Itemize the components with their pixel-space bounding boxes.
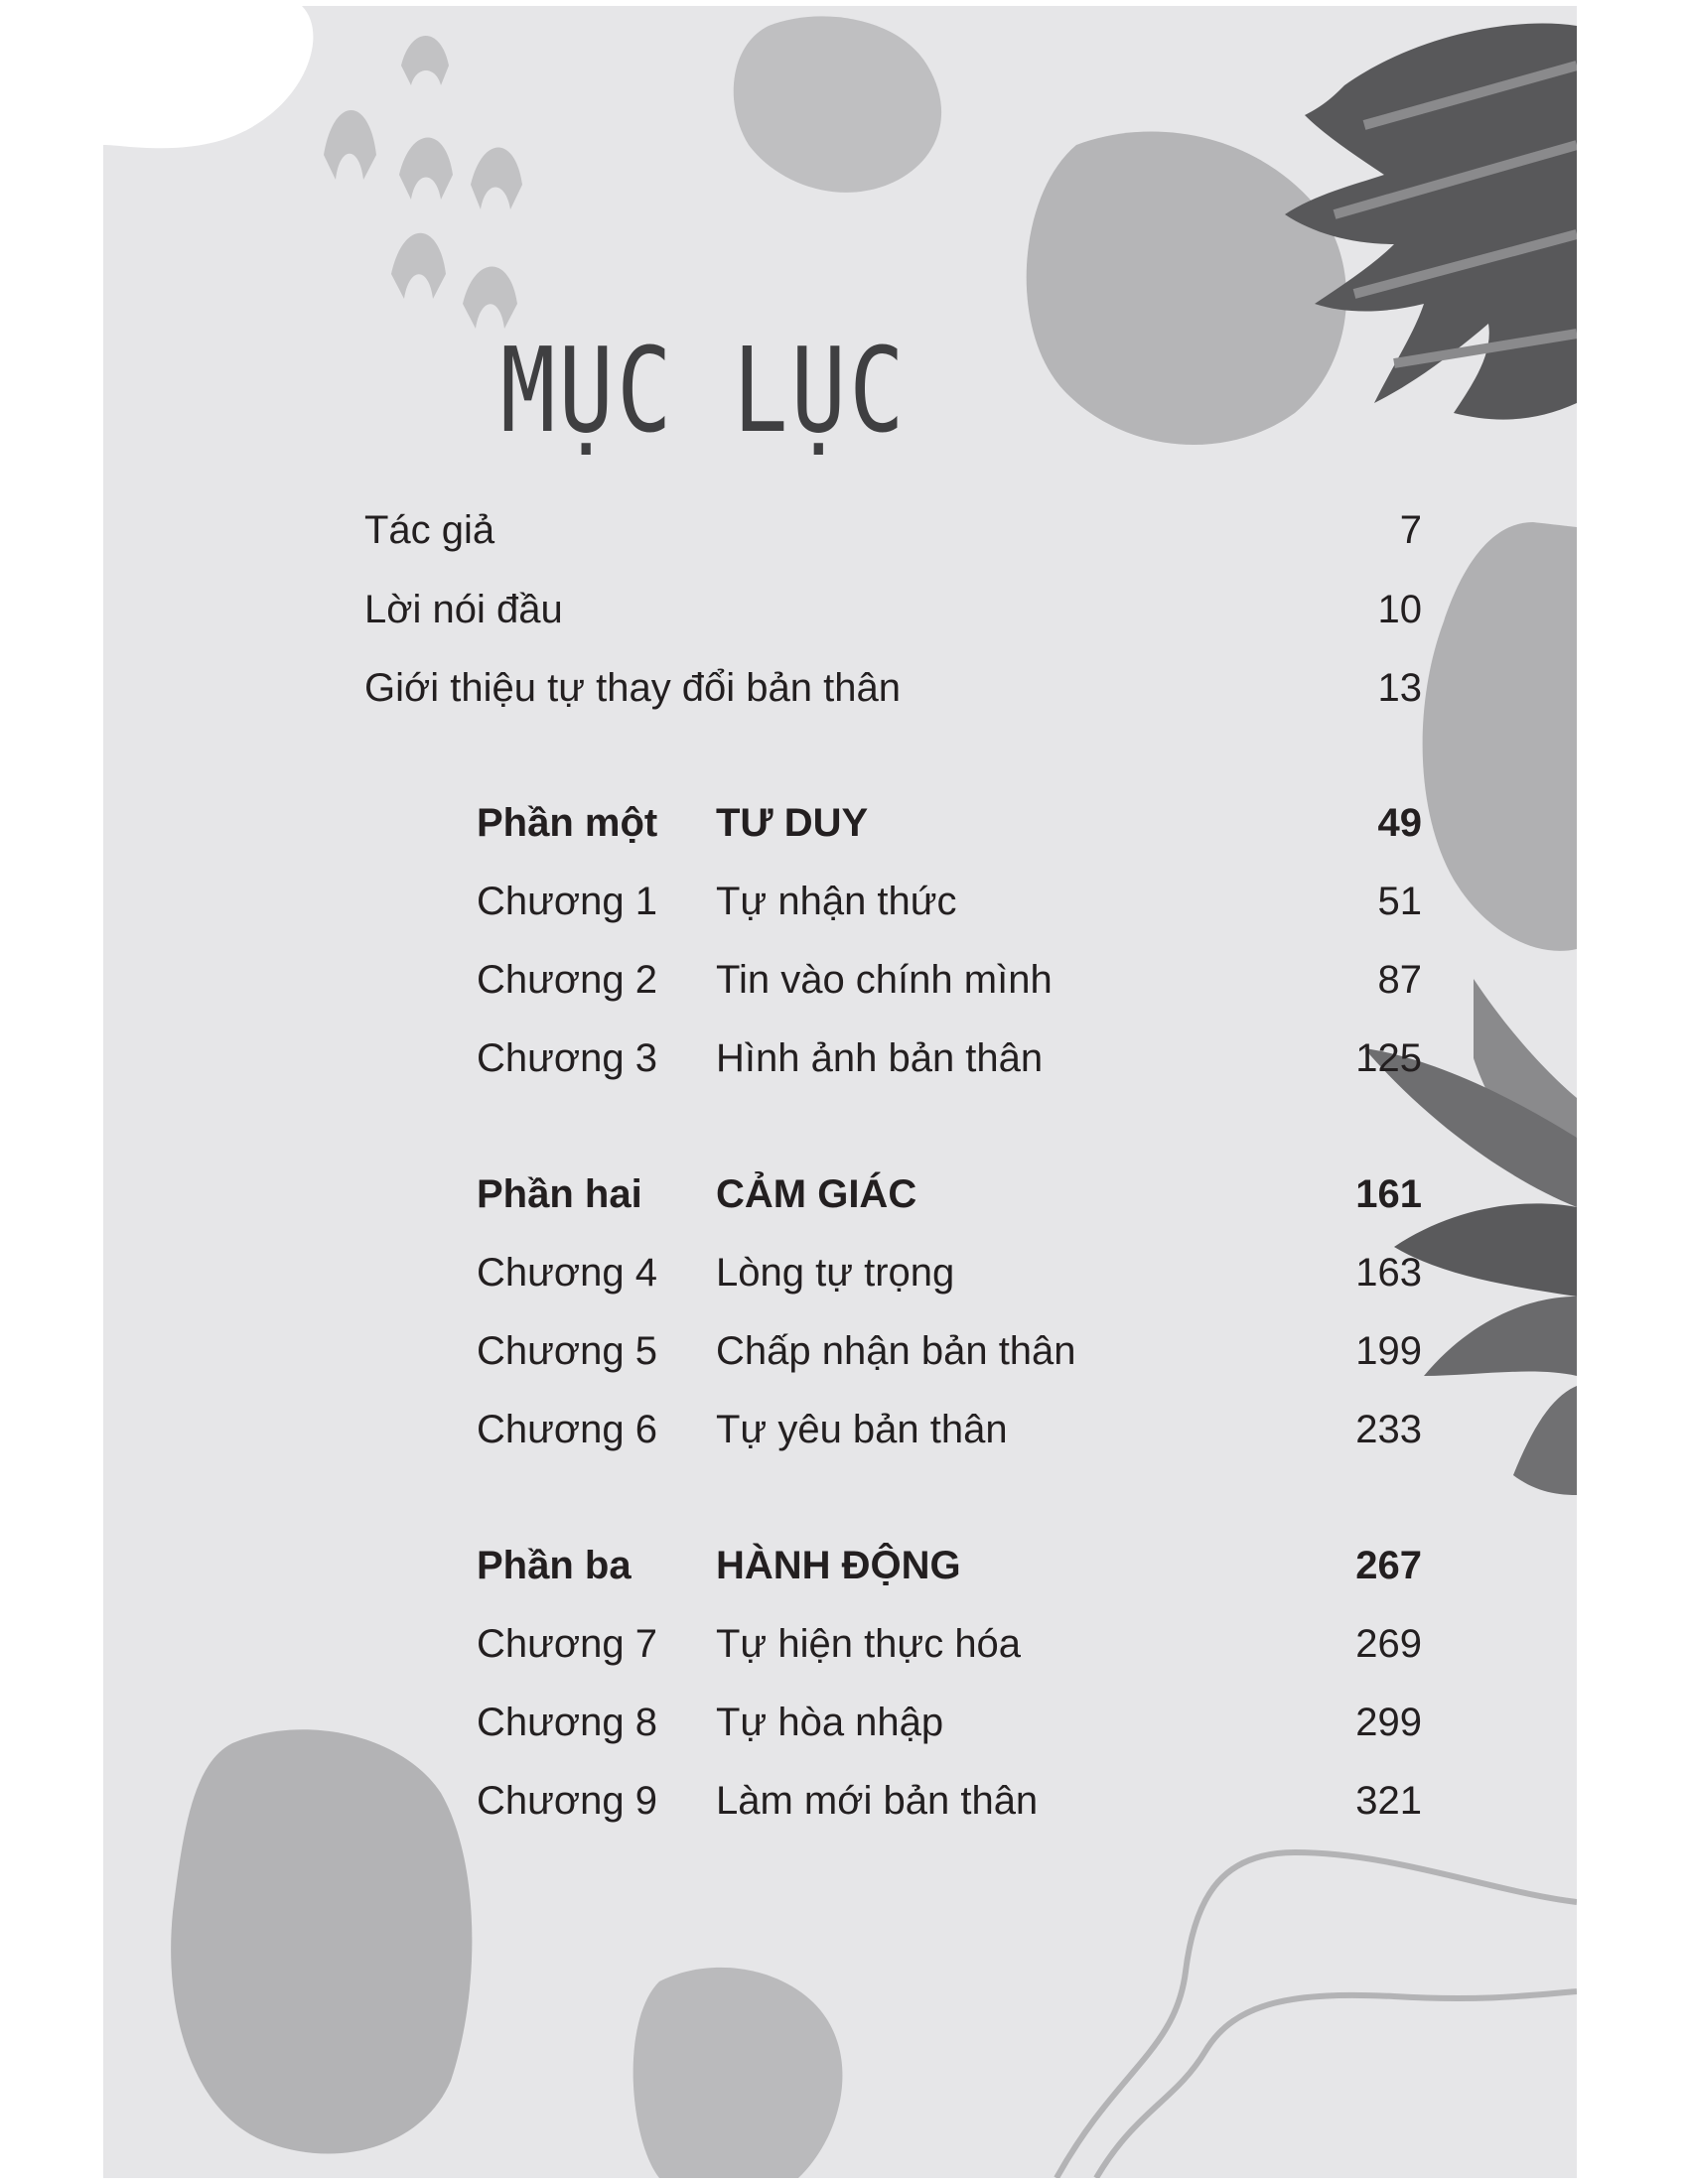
toc-chapter-row[interactable] (103, 1614, 1577, 1674)
toc-page-number: 269 (1355, 1622, 1422, 1666)
toc-page-number: 267 (1355, 1544, 1422, 1587)
toc-chapter-label: Chương 1 (477, 880, 657, 923)
toc-page-number: 321 (1355, 1779, 1422, 1823)
toc-page-number: 163 (1355, 1251, 1422, 1295)
toc-page-number: 7 (1399, 508, 1422, 552)
toc-chapter-label: Chương 2 (477, 958, 657, 1002)
toc-part-label: Phần hai (477, 1172, 642, 1216)
toc-chapter-label: Chương 8 (477, 1701, 657, 1744)
toc-chapter-row[interactable] (103, 1028, 1577, 1088)
toc-chapter-label: Chương 9 (477, 1779, 657, 1823)
page-title: MỤC LỤC (500, 322, 908, 459)
toc-page-number: 125 (1355, 1036, 1422, 1080)
toc-chapter-row[interactable] (103, 1400, 1577, 1459)
toc-part-title: CẢM GIÁC (716, 1172, 917, 1216)
toc-chapter-row[interactable] (103, 1771, 1577, 1831)
toc-chapter-label: Chương 6 (477, 1408, 657, 1451)
toc-page-number: 49 (1377, 801, 1422, 845)
toc-chapter-title: Tự hiện thực hóa (716, 1622, 1022, 1666)
table-of-contents (103, 6, 1577, 2178)
toc-chapter-title: Lòng tự trọng (716, 1251, 955, 1295)
toc-chapter-label: Chương 5 (477, 1329, 657, 1373)
toc-chapter-row[interactable] (103, 1321, 1577, 1381)
toc-chapter-row[interactable] (103, 1243, 1577, 1302)
toc-chapter-label: Chương 7 (477, 1622, 657, 1666)
toc-chapter-label: Chương 4 (477, 1251, 657, 1295)
toc-chapter-title: Tự nhận thức (716, 880, 957, 923)
toc-part-label: Phần ba (477, 1544, 632, 1587)
toc-chapter-title: Tự hòa nhập (716, 1701, 944, 1744)
toc-row[interactable] (103, 500, 1577, 560)
toc-page-number: 10 (1377, 588, 1422, 631)
toc-chapter-row[interactable] (103, 950, 1577, 1010)
toc-page-number: 299 (1355, 1701, 1422, 1744)
toc-part-row[interactable] (103, 1536, 1577, 1595)
toc-page-number: 13 (1377, 666, 1422, 710)
toc-page-number: 51 (1377, 880, 1422, 923)
toc-chapter-title: Tin vào chính mình (716, 958, 1053, 1002)
toc-chapter-title: Chấp nhận bản thân (716, 1329, 1076, 1373)
toc-entry-title: Giới thiệu tự thay đổi bản thân (364, 666, 901, 710)
toc-part-label: Phần một (477, 801, 658, 845)
toc-page-number: 199 (1355, 1329, 1422, 1373)
toc-chapter-row[interactable] (103, 872, 1577, 931)
toc-chapter-title: Tự yêu bản thân (716, 1408, 1008, 1451)
toc-chapter-title: Làm mới bản thân (716, 1779, 1039, 1823)
toc-part-title: HÀNH ĐỘNG (716, 1544, 961, 1587)
toc-part-title: TƯ DUY (716, 801, 869, 845)
toc-chapter-row[interactable] (103, 1693, 1577, 1752)
toc-chapter-title: Hình ảnh bản thân (716, 1036, 1044, 1080)
toc-page-number: 87 (1377, 958, 1422, 1002)
paper-background (103, 6, 1577, 2178)
toc-chapter-label: Chương 3 (477, 1036, 657, 1080)
toc-part-row[interactable] (103, 793, 1577, 853)
toc-page-number: 161 (1355, 1172, 1422, 1216)
toc-page-number: 233 (1355, 1408, 1422, 1451)
toc-part-row[interactable] (103, 1164, 1577, 1224)
toc-entry-title: Tác giả (364, 508, 495, 552)
toc-row[interactable] (103, 580, 1577, 639)
toc-entry-title: Lời nói đầu (364, 588, 563, 631)
toc-row[interactable] (103, 658, 1577, 718)
